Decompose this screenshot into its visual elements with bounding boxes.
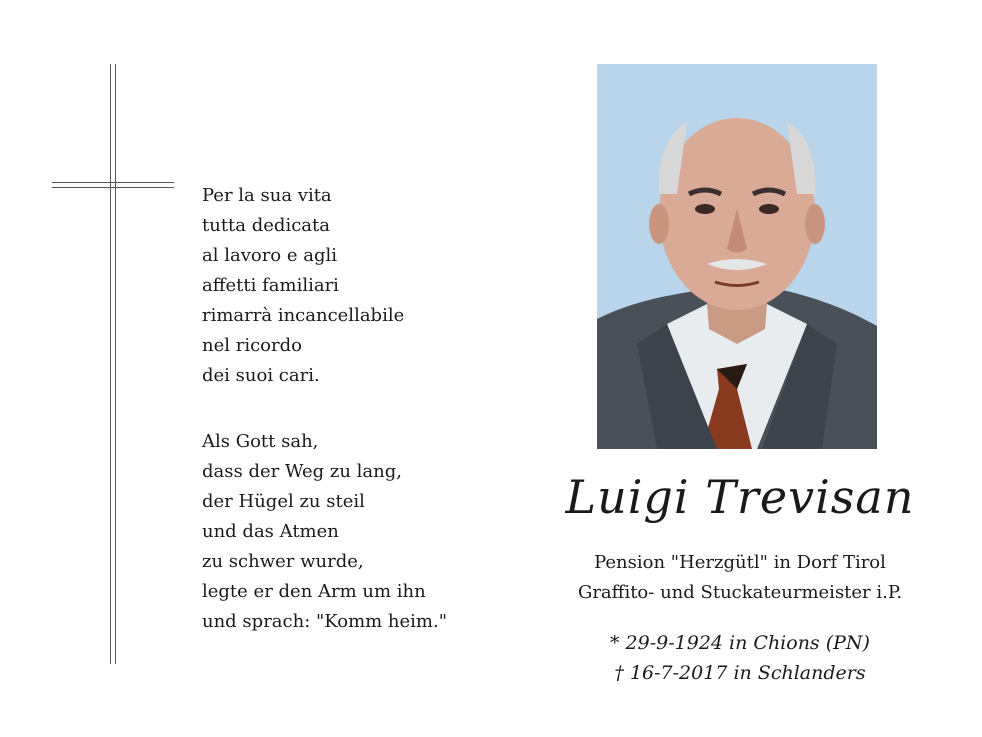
poem-line: und das Atmen [202,521,339,542]
cross-vertical-line [115,64,116,664]
deceased-name: Luigi Trevisan [565,470,915,524]
deceased-profession: Graffito- und Stuckateurmeister i.P. [577,582,903,603]
poem-line: der Hügel zu steil [202,491,365,512]
poem-line: und sprach: "Komm heim." [202,611,447,632]
poem-line: nel ricordo [202,335,302,356]
deceased-business: Pension "Herzgütl" in Dorf Tirol [594,552,886,573]
cross-horizontal-line [52,187,174,188]
poem-line: dei suoi cari. [202,365,320,386]
poem-italian [202,181,404,391]
poem-line: affetti familiari [202,275,339,296]
poem-line: al lavoro e agli [202,245,338,266]
poem-line: Als Gott sah, [202,431,319,452]
poem-line: legte er den Arm um ihn [202,581,426,602]
cross-horizontal-line [52,182,174,183]
poem-line: rimarrà incancellabile [202,305,405,326]
death-date: † 16-7-2017 in Schlanders [614,662,866,684]
cross-vertical-line [110,64,111,664]
poem-line: tutta dedicata [202,215,330,236]
poem-german [202,427,447,637]
portrait-photo [597,64,877,449]
poem-line: Per la sua vita [202,185,332,206]
poem-line: dass der Weg zu lang, [202,461,403,482]
poem-line: zu schwer wurde, [202,551,364,572]
birth-date: * 29-9-1924 in Chions (PN) [610,632,870,654]
